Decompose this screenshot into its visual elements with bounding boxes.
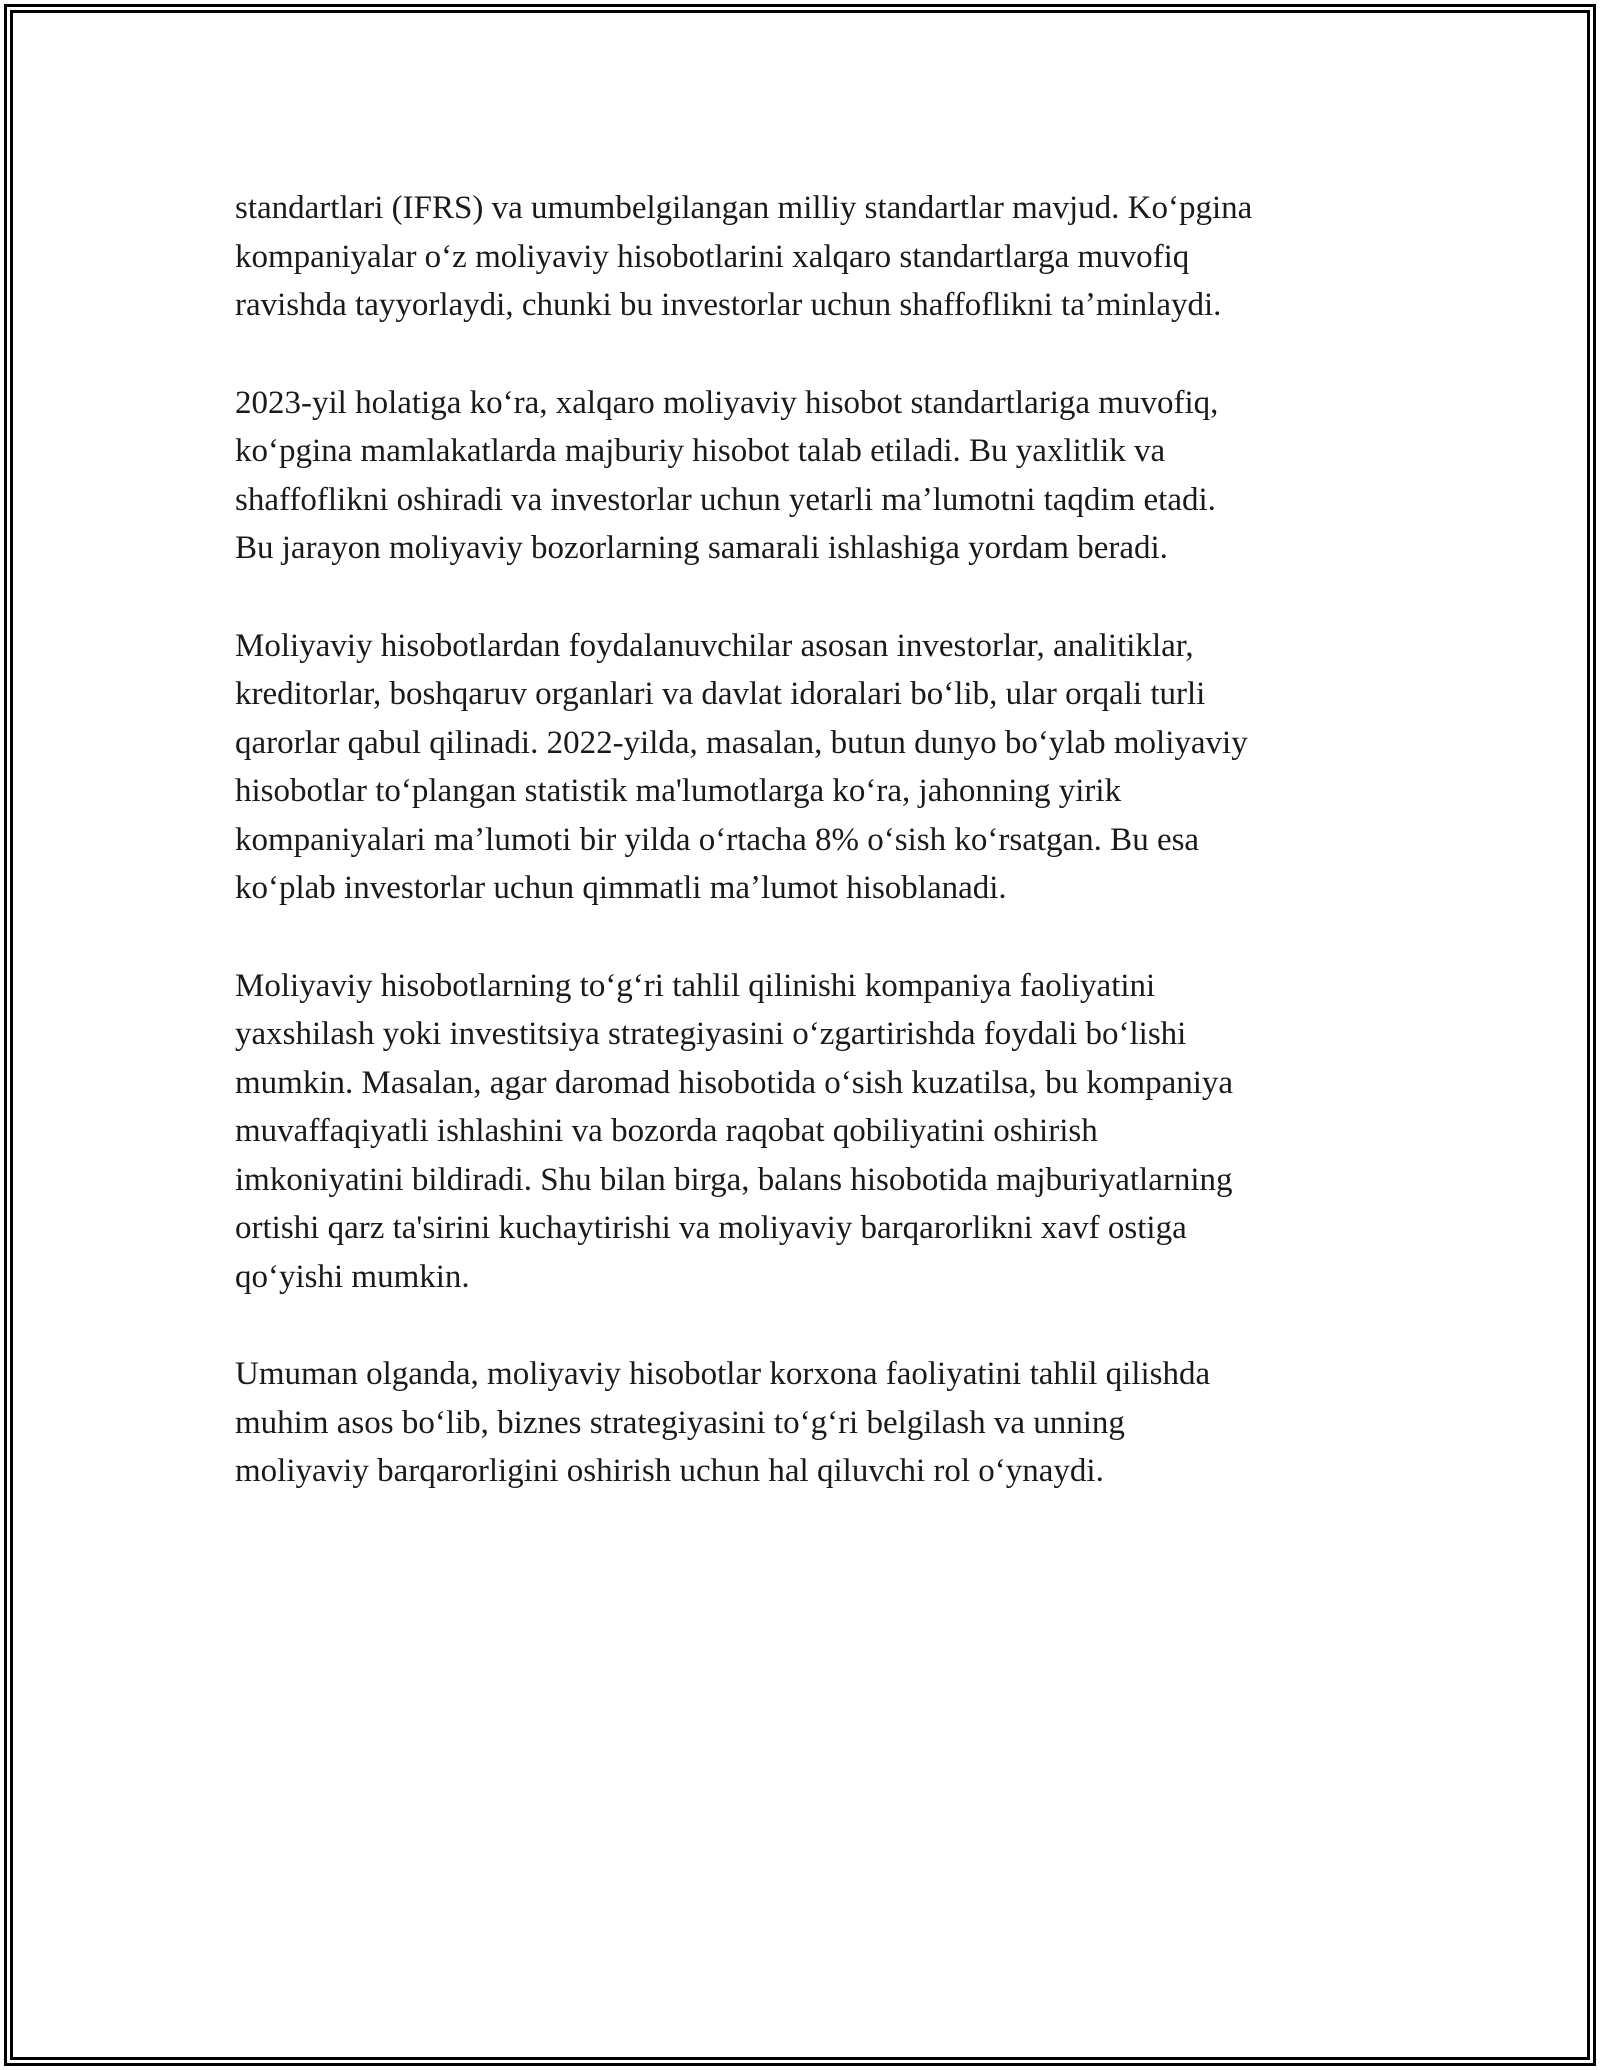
paragraph-2: [235, 379, 1395, 573]
paragraph-5: [235, 1350, 1395, 1496]
paragraph-4: [235, 962, 1395, 1302]
paragraph-1: [235, 184, 1395, 330]
text-line: Moliyaviy hisobotlardan foydalanuvchilar asosan investorlar, analitiklar,: [235, 627, 1194, 664]
text-line: qarorlar qabul qilinadi. 2022-yilda, masalan, butun dunyo boʻylab moliyaviy: [235, 724, 1248, 761]
text-line: koʻpgina mamlakatlarda majburiy hisobot talab etiladi. Bu yaxlitlik va: [235, 433, 1166, 469]
text-line: moliyaviy barqarorligini oshirish uchun hal qiluvchi rol oʻynaydi.: [235, 1453, 1104, 1489]
text-line: kompaniyalar oʻz moliyaviy hisobotlarini xalqaro standartlarga muvofiq: [235, 238, 1190, 275]
text-line: imkoniyatini bildiradi. Shu bilan birga, balans hisobotida majburiyatlarning: [235, 1161, 1233, 1198]
paragraph-3: [235, 622, 1395, 913]
text-line: standartlari (IFRS) va umumbelgilangan milliy standartlar mavjud. Koʻpgina: [235, 190, 1253, 226]
text-line: Moliyaviy hisobotlarning toʻgʻri tahlil qilinishi kompaniya faoliyatini: [235, 967, 1156, 1004]
text-line: 2023-yil holatiga koʻra, xalqaro moliyaviy hisobot standartlariga muvofiq,: [235, 384, 1219, 421]
text-line: yaxshilash yoki investitsiya strategiyasini oʻzgartirishda foydali boʻlishi: [235, 1016, 1187, 1052]
text-line: muvaffaqiyatli ishlashini va bozorda raqobat qobiliyatini oshirish: [235, 1113, 1098, 1149]
text-line: kompaniyalari maʼlumoti bir yilda oʻrtacha 8% oʻsish koʻrsatgan. Bu esa: [235, 821, 1200, 858]
text-line: ortishi qarz ta'sirini kuchaytirishi va moliyaviy barqarorlikni xavf ostiga: [235, 1210, 1187, 1246]
text-line: Umuman olganda, moliyaviy hisobotlar korxona faoliyatini tahlil qilishda: [235, 1356, 1211, 1392]
text-line: koʻplab investorlar uchun qimmatli maʼlumot hisoblanadi.: [235, 870, 1007, 906]
text-line: kreditorlar, boshqaruv organlari va davlat idoralari boʻlib, ular orqali turli: [235, 676, 1206, 712]
text-line: muhim asos boʻlib, biznes strategiyasini toʻgʻri belgilash va unning: [235, 1404, 1125, 1441]
text-line: shaffoflikni oshiradi va investorlar uchun yetarli maʼlumotni taqdim etadi.: [235, 481, 1216, 518]
text-line: qoʻyishi mumkin.: [235, 1258, 470, 1295]
text-line: Bu jarayon moliyaviy bozorlarning samarali ishlashiga yordam beradi.: [235, 530, 1168, 566]
text-line: mumkin. Masalan, agar daromad hisobotida oʻsish kuzatilsa, bu kompaniya: [235, 1064, 1234, 1101]
text-line: ravishda tayyorlaydi, chunki bu investorlar uchun shaffoflikni taʼminlaydi.: [235, 287, 1222, 323]
text-line: hisobotlar toʻplangan statistik ma'lumotlarga koʻra, jahonning yirik: [235, 773, 1122, 809]
document-body: [235, 184, 1395, 1545]
